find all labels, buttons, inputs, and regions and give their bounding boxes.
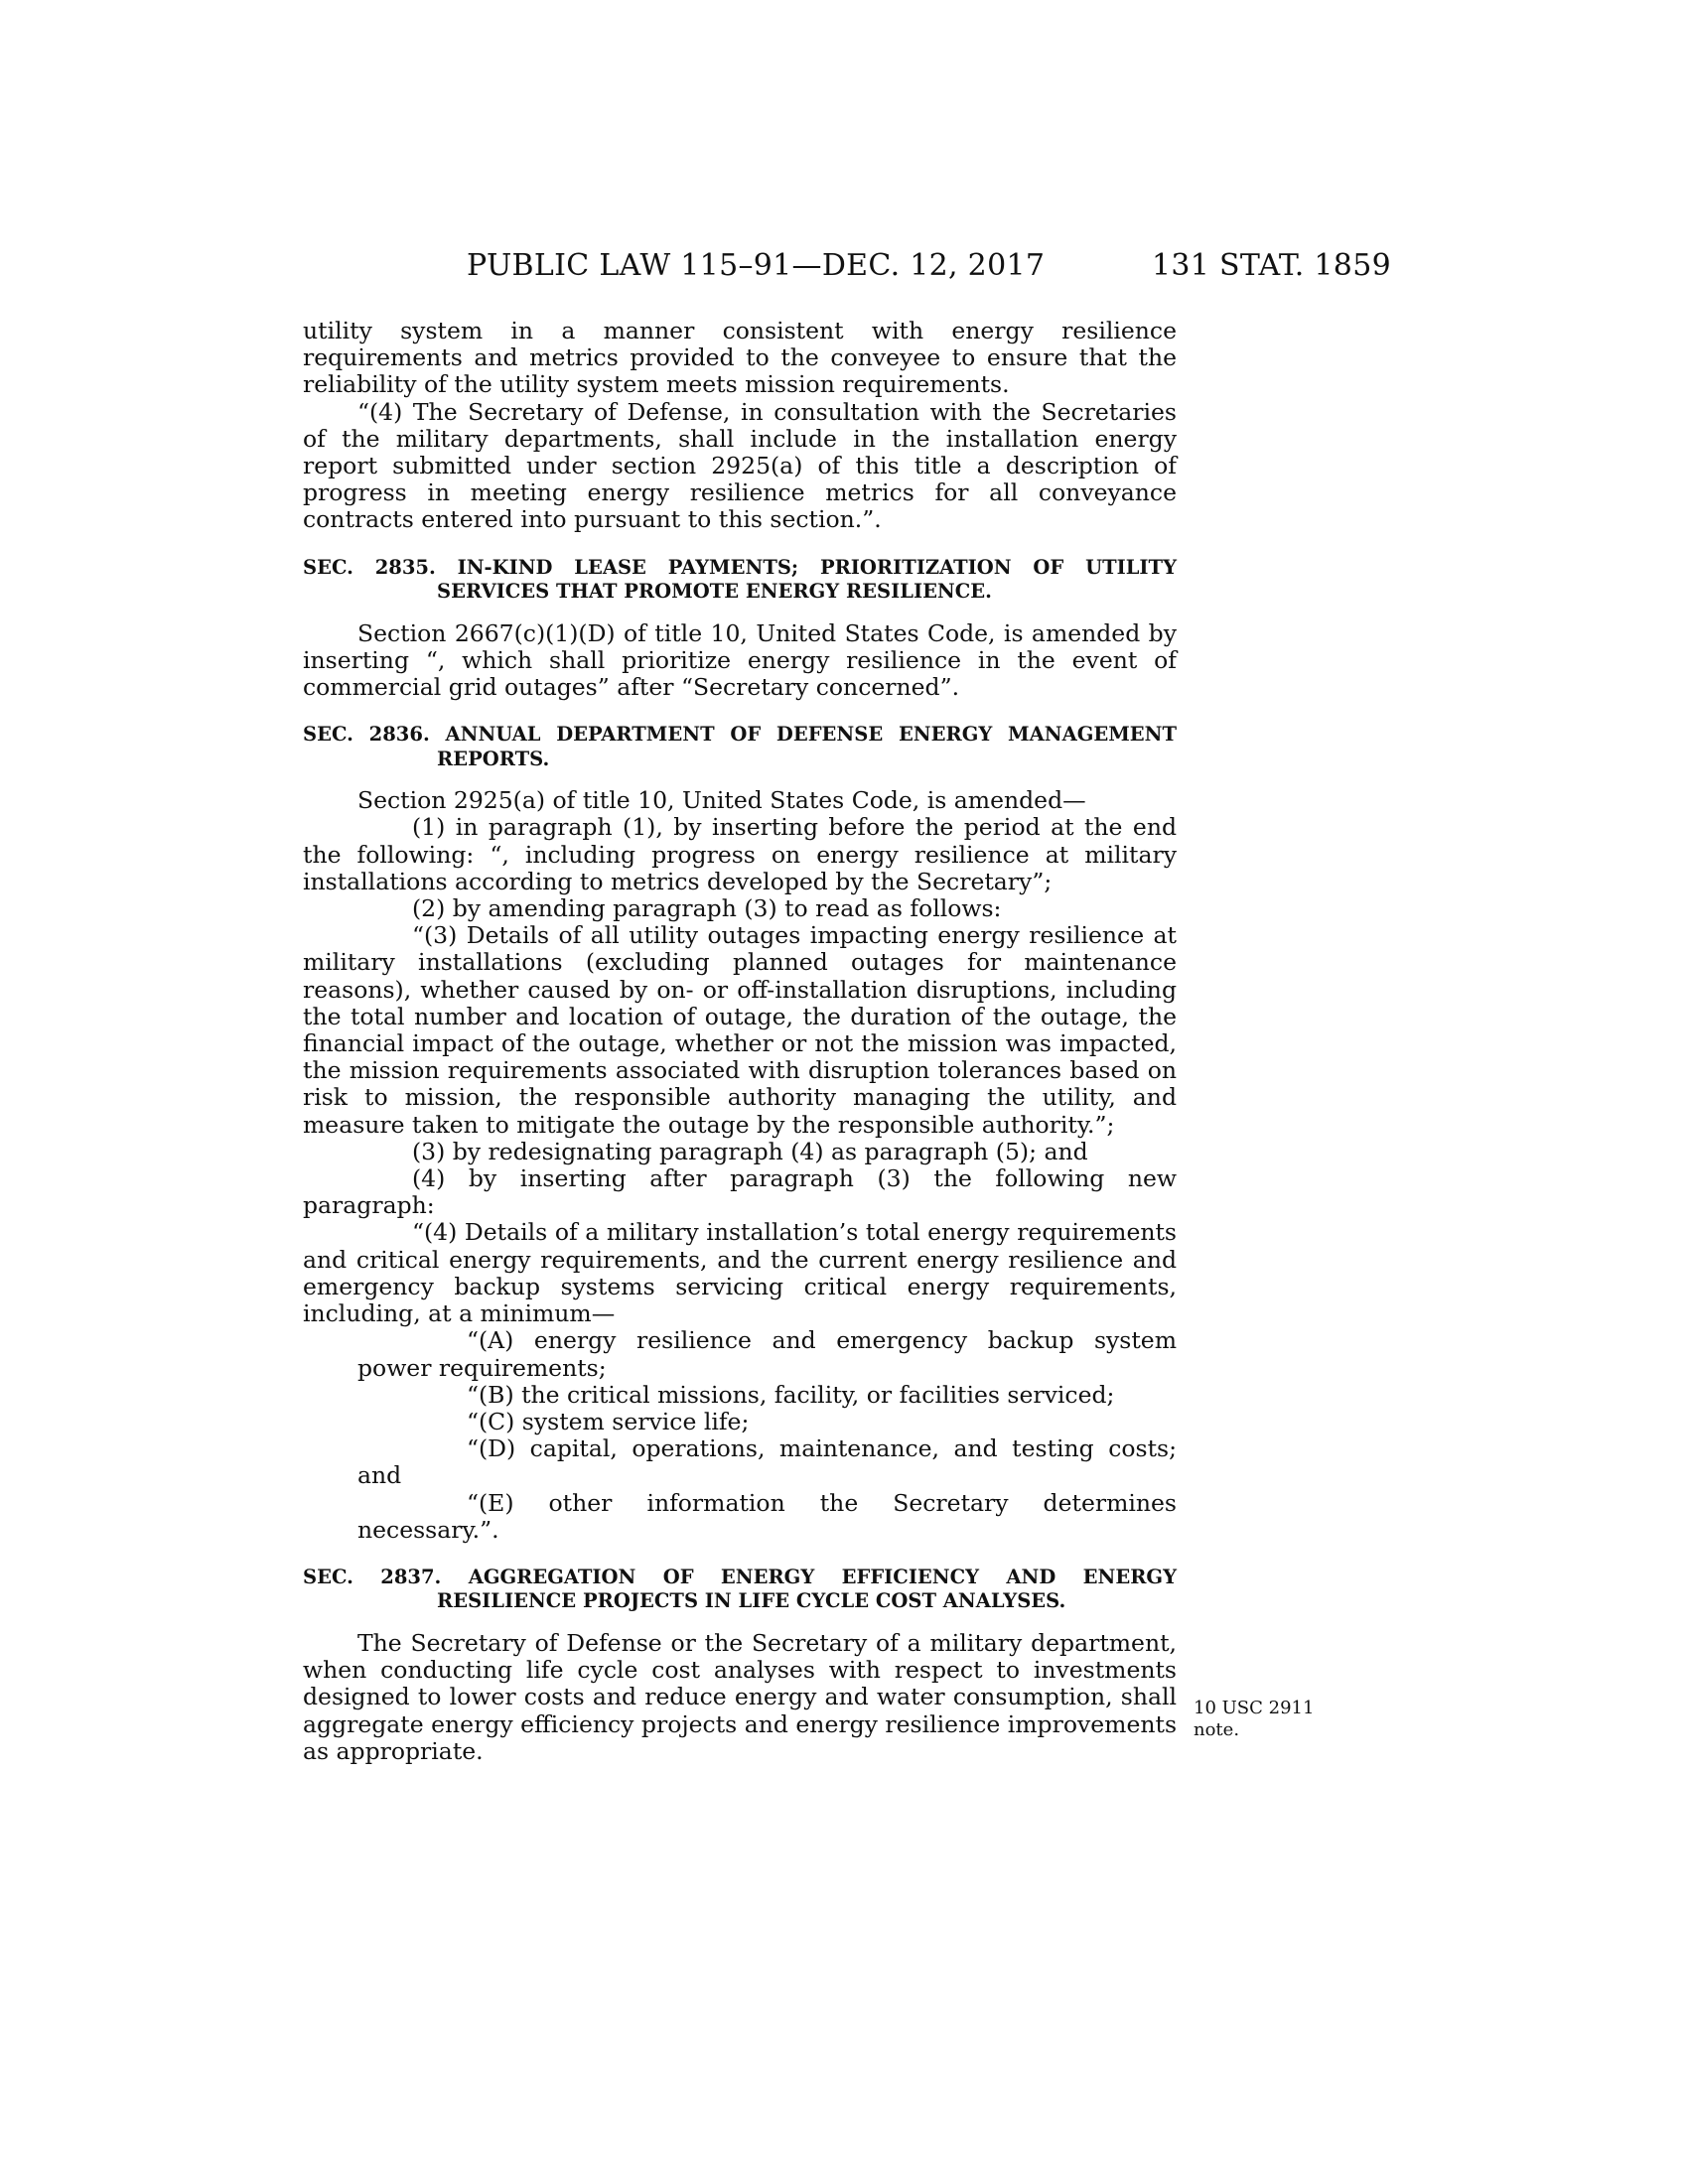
- section-2836-item-4-quote: “(4) Details of a military installation’s total energy requirements and critical energy requirements, and the current energy resilience and emergency backup systems servicing critical energy requirements, including, at a minimum—: [303, 1218, 1177, 1328]
- section-2836-subitem-d: “(D) capital, operations, maintenance, and testing costs; and: [357, 1434, 1177, 1490]
- section-2836-item-1: (1) in paragraph (1), by inserting before the period at the end the following: “, including progress on energy resilience at military installations according to metrics developed by the Secretary”;: [303, 813, 1177, 895]
- body-text: [303, 318, 1177, 1765]
- section-2836-subitem-a: “(A) energy resilience and emergency backup system power requirements;: [357, 1326, 1177, 1382]
- margin-citation-note: [1194, 1698, 1352, 1741]
- section-2836-heading: SEC. 2836. ANNUAL DEPARTMENT OF DEFENSE ENERGY MANAGEMENT REPORTS.: [303, 723, 1177, 770]
- section-2836-item-3: (3) by redesignating paragraph (4) as paragraph (5); and: [412, 1137, 1088, 1165]
- section-2836-subitem-c: “(C) system service life;: [467, 1407, 750, 1435]
- running-header-title: PUBLIC LAW 115–91—DEC. 12, 2017: [467, 248, 1046, 283]
- section-2835-body: Section 2667(c)(1)(D) of title 10, United States Code, is amended by inserting “, which shall prioritize energy resilience in the event of commercial grid outages” after “Secretary concerned”.: [303, 618, 1177, 702]
- paragraph-continued: utility system in a manner consistent with energy resilience requirements and metrics provided to the conveyee to ensure that the reliability of the utility system meets mission requirements.: [303, 317, 1177, 399]
- page-stat-number: 131 STAT. 1859: [1152, 248, 1391, 283]
- section-2836-item-2: (2) by amending paragraph (3) to read as follows:: [412, 894, 1002, 923]
- section-2836-subitem-e: “(E) other information the Secretary determines necessary.”.: [357, 1488, 1177, 1544]
- paragraph-quoted-4: “(4) The Secretary of Defense, in consultation with the Secretaries of the military departments, shall include in the installation energy report submitted under section 2925(a) of this title a description of progress in meeting energy resilience metrics for all conveyance contracts entered into pursuant to this section.”.: [303, 397, 1177, 534]
- section-2836-subitem-b: “(B) the critical missions, facility, or facilities serviced;: [467, 1380, 1115, 1409]
- section-2837-heading: SEC. 2837. AGGREGATION OF ENERGY EFFICIENCY AND ENERGY RESILIENCE PROJECTS IN LIFE CYCLE COST ANALYSES.: [303, 1565, 1177, 1613]
- section-2836-intro: Section 2925(a) of title 10, United States Code, is amended—: [357, 786, 1086, 815]
- margin-citation-line2: note.: [1194, 1719, 1240, 1740]
- margin-citation-line1: 10 USC 2911: [1194, 1698, 1315, 1718]
- section-2837-body: The Secretary of Defense or the Secretary of a military department, when conducting life cycle cost analyses with respect to investments designed to lower costs and reduce energy and water consumption, shall aggregate energy efficiency projects and energy resilience improvements as appropriate.: [303, 1628, 1177, 1765]
- section-2836-item-2-quote: “(3) Details of all utility outages impacting energy resilience at military installations (excluding planned outages for maintenance reasons), whether caused by on- or off-installation disruptions, including the total number and location of outage, the duration of the outage, the financial impact of the outage, whether or not the mission was impacted, the mission requirements associated with disruption tolerances based on risk to mission, the responsible authority managing the utility, and measure taken to mitigate the outage by the responsible authority.”;: [303, 921, 1177, 1139]
- section-2836-item-4: (4) by inserting after paragraph (3) the following new paragraph:: [303, 1164, 1177, 1220]
- section-2835-heading: SEC. 2835. IN-KIND LEASE PAYMENTS; PRIORITIZATION OF UTILITY SERVICES THAT PROMOTE ENERGY RESILIENCE.: [303, 555, 1177, 604]
